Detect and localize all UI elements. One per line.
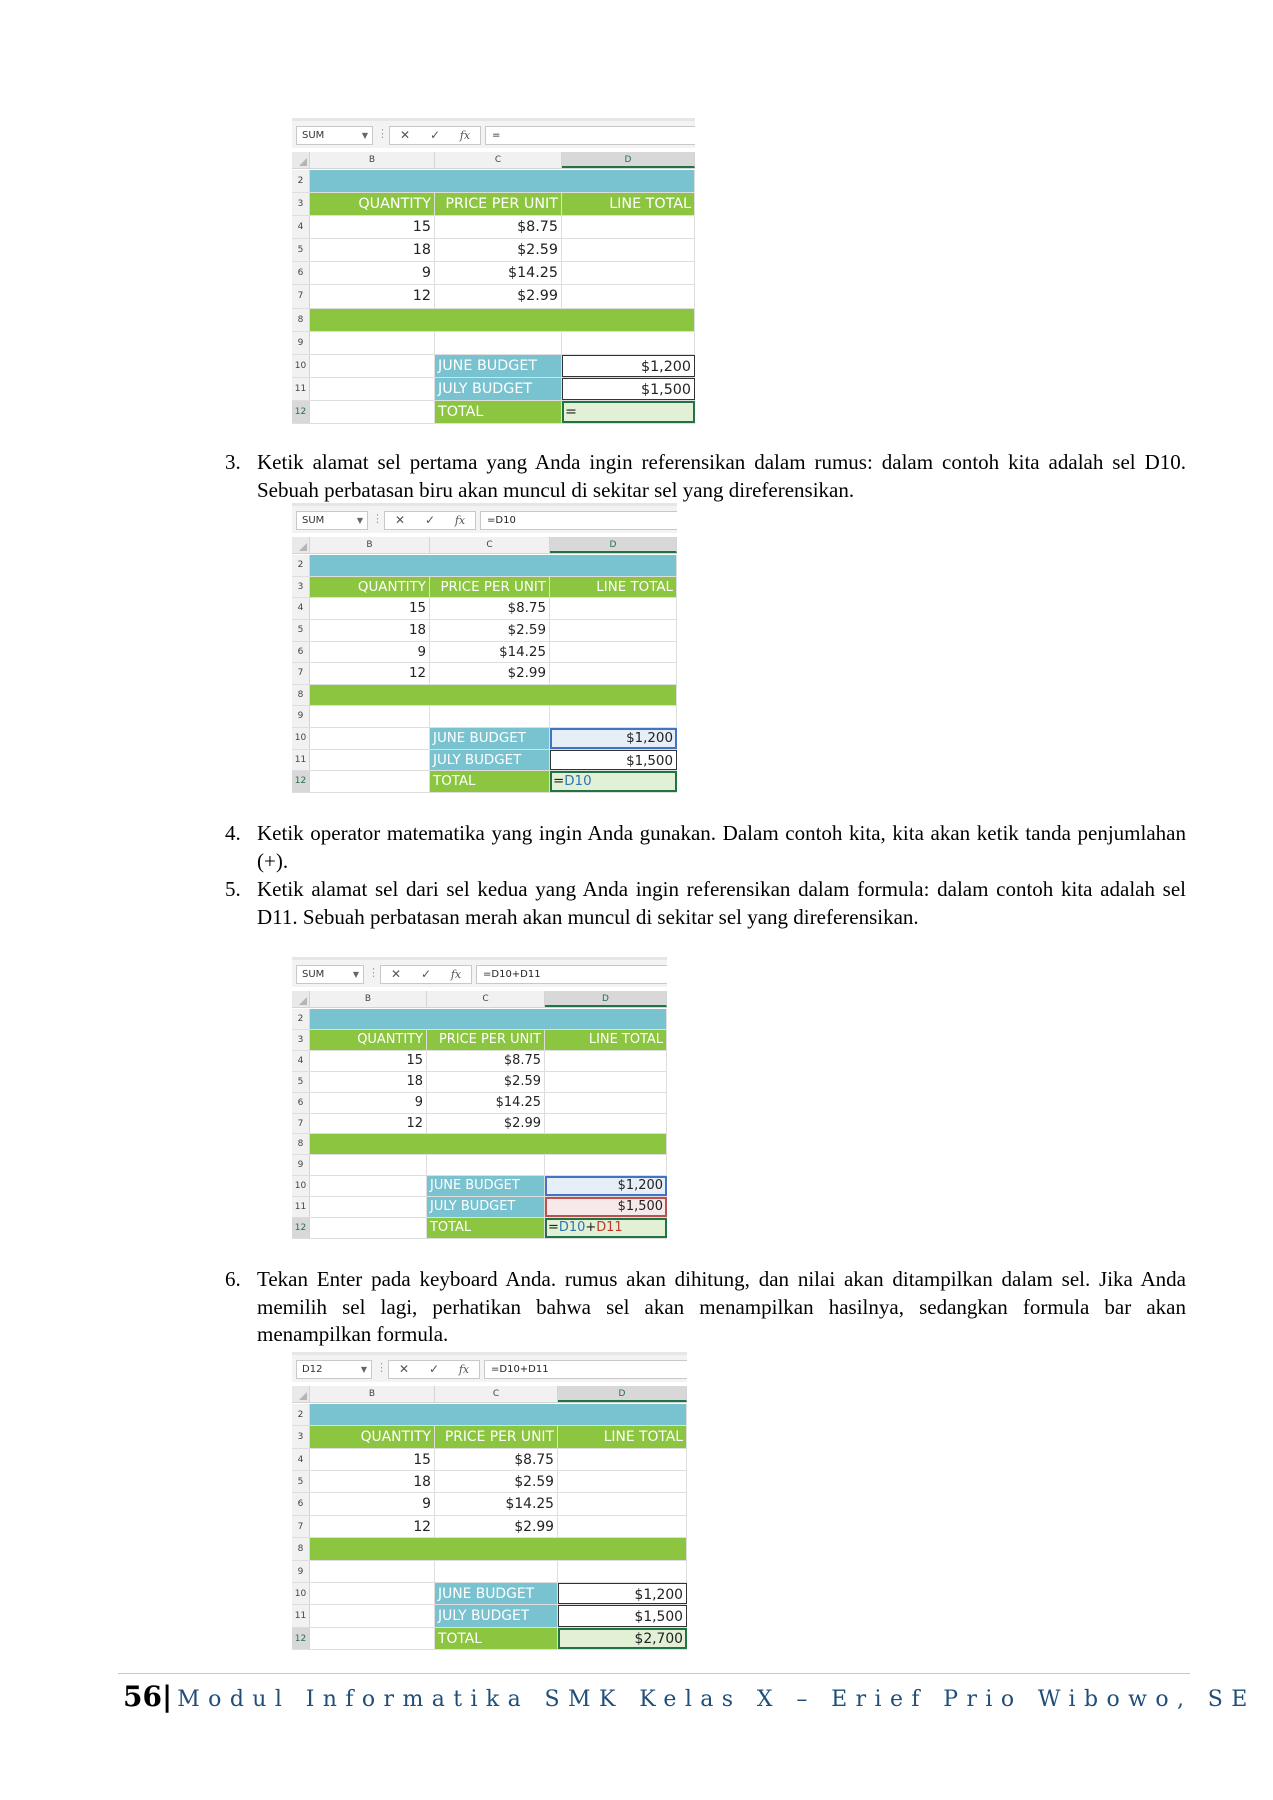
empty-cell[interactable]	[310, 728, 430, 749]
sheet-row	[292, 1114, 667, 1135]
quantity-cell[interactable]: 12	[310, 285, 435, 307]
row-header[interactable]: 10	[292, 1176, 310, 1196]
line-total-cell[interactable]	[558, 1516, 687, 1537]
more-dots-icon: ⋮	[372, 512, 383, 525]
select-all-corner[interactable]	[292, 991, 310, 1007]
sheet-row	[292, 750, 677, 772]
sheet-row	[292, 1030, 667, 1051]
budget-value-cell[interactable]: $1,500	[562, 378, 695, 400]
sheet-row	[292, 663, 677, 685]
row-header[interactable]: 6	[292, 642, 310, 663]
row-header[interactable]: 10	[292, 1583, 310, 1604]
price-cell[interactable]: $2.99	[435, 285, 562, 307]
line-total-cell[interactable]	[550, 663, 677, 684]
empty-cell[interactable]	[550, 706, 677, 727]
row-header[interactable]: 6	[292, 1493, 310, 1514]
enter-check-icon[interactable]: ✓	[429, 128, 441, 142]
budget-label-cell[interactable]: JUNE BUDGET	[427, 1176, 545, 1196]
sheet-row	[292, 1093, 667, 1114]
row-header[interactable]: 7	[292, 1516, 310, 1537]
budget-value-cell[interactable]: $1,200	[562, 355, 695, 377]
formula-buttons	[389, 126, 481, 145]
row-header[interactable]: 3	[292, 1426, 310, 1447]
row-header[interactable]: 8	[292, 1134, 310, 1154]
price-cell[interactable]: $8.75	[435, 216, 562, 238]
sheet-row	[292, 1134, 667, 1155]
formula-buttons	[388, 1360, 480, 1379]
quantity-cell[interactable]: 9	[310, 262, 435, 284]
sheet-grid	[292, 537, 677, 793]
name-box-value: SUM	[302, 515, 325, 526]
budget-label-cell[interactable]: JULY BUDGET	[435, 1605, 558, 1626]
empty-cell[interactable]	[310, 401, 435, 423]
table-header-cell[interactable]: QUANTITY	[310, 193, 435, 215]
row-header[interactable]: 3	[292, 1030, 310, 1050]
enter-check-icon[interactable]: ✓	[428, 1362, 440, 1376]
empty-cell[interactable]	[310, 1218, 427, 1238]
row-header[interactable]: 5	[292, 1471, 310, 1492]
empty-cell[interactable]	[310, 1197, 427, 1217]
cancel-icon[interactable]: ✕	[398, 1362, 410, 1376]
column-header[interactable]: C	[435, 152, 562, 168]
select-all-corner[interactable]	[292, 152, 310, 168]
line-total-cell[interactable]	[562, 216, 695, 238]
formula-buttons	[380, 965, 472, 984]
line-total-cell[interactable]	[545, 1072, 667, 1092]
sheet-row	[292, 239, 695, 262]
sheet-row	[292, 1471, 687, 1493]
sheet-row	[292, 555, 677, 577]
column-header[interactable]: B	[310, 991, 427, 1007]
name-box[interactable]	[296, 511, 368, 530]
sheet-row	[292, 1561, 687, 1583]
title-band	[310, 1404, 687, 1425]
empty-cell[interactable]	[427, 1155, 545, 1175]
quantity-cell[interactable]: 15	[310, 598, 430, 619]
more-dots-icon: ⋮	[368, 966, 379, 979]
sheet-row	[292, 1404, 687, 1426]
price-cell[interactable]: $8.75	[435, 1449, 558, 1470]
column-headers	[292, 1386, 687, 1403]
formula-buttons	[384, 511, 476, 530]
price-cell[interactable]: $14.25	[435, 262, 562, 284]
empty-cell[interactable]	[310, 1583, 435, 1604]
quantity-cell[interactable]: 15	[310, 216, 435, 238]
separator-band	[310, 1538, 687, 1559]
separator-band	[310, 309, 695, 331]
step-text: Tekan Enter pada keyboard Anda. rumus akan dihitung, dan nilai akan ditampilkan dalam sel. Jika Anda memilih sel lagi, perhatikan bahwa sel akan menampilkan hasilnya, sedangkan formula bar akan menampilkan formula.	[257, 1267, 1186, 1346]
empty-cell[interactable]	[310, 750, 430, 771]
column-header[interactable]: B	[310, 537, 430, 553]
price-cell[interactable]: $2.59	[427, 1072, 545, 1092]
total-value-cell[interactable]	[550, 771, 677, 792]
step-text: Ketik operator matematika yang ingin Anda gunakan. Dalam contoh kita, kita akan ketik tanda penjumlahan (+).	[257, 821, 1186, 873]
cancel-icon[interactable]: ✕	[394, 513, 406, 527]
table-header-cell[interactable]: QUANTITY	[310, 1426, 435, 1447]
line-total-cell[interactable]	[562, 285, 695, 307]
budget-label-cell[interactable]: JULY BUDGET	[435, 378, 562, 400]
formula-input[interactable]: =D10	[480, 511, 677, 530]
name-box-value: SUM	[302, 969, 325, 980]
row-header[interactable]: 4	[292, 598, 310, 619]
budget-value-cell[interactable]: $1,500	[558, 1605, 687, 1626]
total-label-cell[interactable]: TOTAL	[435, 1628, 558, 1649]
separator-band	[310, 685, 677, 706]
row-header[interactable]: 11	[292, 750, 310, 771]
row-header[interactable]: 2	[292, 1404, 310, 1425]
empty-cell[interactable]	[310, 332, 435, 354]
budget-value-cell[interactable]: $1,200	[545, 1176, 667, 1196]
quantity-cell[interactable]: 18	[310, 620, 430, 641]
sheet-row	[292, 309, 695, 332]
budget-label-cell[interactable]: JULY BUDGET	[430, 750, 550, 771]
column-header[interactable]: C	[435, 1386, 558, 1402]
price-cell[interactable]: $14.25	[430, 642, 550, 663]
name-box[interactable]	[296, 126, 373, 145]
formula-input[interactable]: =D10+D11	[484, 1360, 687, 1379]
price-cell[interactable]: $8.75	[427, 1051, 545, 1071]
formula-bar-area	[292, 957, 667, 987]
footer-text: Modul Informatika SMK Kelas X – Erief Prio Wibowo, SE	[177, 1687, 1256, 1712]
sheet-row	[292, 1009, 667, 1030]
formula-token: D10	[564, 774, 592, 790]
row-header[interactable]: 3	[292, 193, 310, 215]
column-header[interactable]: C	[430, 537, 550, 553]
column-header[interactable]: D	[562, 152, 695, 168]
row-header[interactable]: 10	[292, 355, 310, 377]
sheet-row	[292, 1197, 667, 1218]
row-header[interactable]: 12	[292, 401, 310, 423]
row-header[interactable]: 7	[292, 1114, 310, 1134]
formula-token: +	[585, 1220, 597, 1236]
more-dots-icon: ⋮	[377, 127, 388, 140]
row-header[interactable]: 7	[292, 663, 310, 684]
empty-cell[interactable]	[435, 1561, 558, 1582]
select-all-corner[interactable]	[292, 1386, 310, 1402]
row-header[interactable]: 2	[292, 1009, 310, 1029]
row-header[interactable]: 11	[292, 1197, 310, 1217]
row-header[interactable]: 12	[292, 1628, 310, 1649]
sheet-row	[292, 1493, 687, 1515]
step-text: Ketik alamat sel dari sel kedua yang Anda ingin referensikan dalam formula: dalam contoh kita adalah sel D11. Sebuah perbatasan merah akan muncul di sekitar sel yang direferensikan.	[257, 877, 1186, 929]
row-header[interactable]: 9	[292, 1155, 310, 1175]
empty-cell[interactable]	[310, 706, 430, 727]
sheet-row	[292, 620, 677, 642]
row-header[interactable]: 4	[292, 1449, 310, 1470]
table-header-cell[interactable]: QUANTITY	[310, 1030, 427, 1050]
select-all-corner[interactable]	[292, 537, 310, 553]
insert-function-icon[interactable]: fx	[454, 514, 466, 527]
budget-label-cell[interactable]: JUNE BUDGET	[430, 728, 550, 749]
row-header[interactable]: 5	[292, 239, 310, 261]
table-header-cell[interactable]: PRICE PER UNIT	[435, 193, 562, 215]
sheet-row	[292, 1538, 687, 1560]
empty-cell[interactable]	[310, 355, 435, 377]
total-label-cell[interactable]: TOTAL	[427, 1218, 545, 1238]
sheet-row	[292, 1583, 687, 1605]
table-header-cell[interactable]: LINE TOTAL	[558, 1426, 687, 1447]
row-header[interactable]: 11	[292, 1605, 310, 1626]
title-band	[310, 1009, 667, 1029]
sheet-grid	[292, 1386, 687, 1650]
sheet-row	[292, 193, 695, 216]
spreadsheet-screenshot-1	[292, 118, 695, 424]
step-3	[225, 449, 1186, 504]
name-box-value: D12	[302, 1364, 323, 1375]
total-value-cell[interactable]	[562, 401, 695, 423]
budget-value-cell[interactable]: $1,200	[550, 728, 677, 749]
step-text: Ketik alamat sel pertama yang Anda ingin referensikan dalam rumus: dalam contoh kita adalah sel D10. Sebuah perbatasan biru akan muncul di sekitar sel yang direferensikan.	[257, 450, 1186, 502]
price-cell[interactable]: $2.99	[435, 1516, 558, 1537]
sheet-row	[292, 332, 695, 355]
sheet-row	[292, 728, 677, 750]
row-header[interactable]: 2	[292, 555, 310, 576]
row-header[interactable]: 12	[292, 771, 310, 792]
enter-check-icon[interactable]: ✓	[424, 513, 436, 527]
budget-value-cell[interactable]: $1,500	[550, 750, 677, 771]
price-cell[interactable]: $8.75	[430, 598, 550, 619]
empty-cell[interactable]	[430, 706, 550, 727]
quantity-cell[interactable]: 15	[310, 1051, 427, 1071]
quantity-cell[interactable]: 12	[310, 1114, 427, 1134]
price-cell[interactable]: $14.25	[435, 1493, 558, 1514]
step-number: 6.	[225, 1267, 241, 1291]
empty-cell[interactable]	[545, 1155, 667, 1175]
price-cell[interactable]: $14.25	[427, 1093, 545, 1113]
title-band	[310, 170, 695, 192]
column-headers	[292, 991, 667, 1008]
formula-bar-area	[292, 503, 677, 533]
budget-label-cell[interactable]: JULY BUDGET	[427, 1197, 545, 1217]
footer-separator: |	[161, 1680, 173, 1713]
row-header[interactable]: 4	[292, 216, 310, 238]
row-header[interactable]: 2	[292, 170, 310, 192]
row-header[interactable]: 5	[292, 1072, 310, 1092]
total-label-cell[interactable]: TOTAL	[430, 771, 550, 792]
row-header[interactable]: 3	[292, 577, 310, 598]
empty-cell[interactable]	[310, 1176, 427, 1196]
empty-cell[interactable]	[558, 1561, 687, 1582]
sheet-row	[292, 685, 677, 707]
row-header[interactable]: 8	[292, 685, 310, 706]
sheet-grid	[292, 991, 667, 1239]
line-total-cell[interactable]	[558, 1493, 687, 1514]
total-value-cell[interactable]	[558, 1628, 687, 1649]
insert-function-icon[interactable]: fx	[450, 968, 462, 981]
price-cell[interactable]: $2.99	[427, 1114, 545, 1134]
empty-cell[interactable]	[435, 332, 562, 354]
sheet-row	[292, 1176, 667, 1197]
row-header[interactable]: 9	[292, 706, 310, 727]
row-header[interactable]: 4	[292, 1051, 310, 1071]
cancel-icon[interactable]: ✕	[399, 128, 411, 142]
formula-token: D11	[596, 1220, 623, 1236]
formula-token: D10	[558, 1220, 586, 1236]
sheet-row	[292, 1072, 667, 1093]
row-header[interactable]: 8	[292, 1538, 310, 1559]
row-header[interactable]: 10	[292, 728, 310, 749]
name-box[interactable]	[296, 1360, 372, 1379]
price-cell[interactable]: $2.59	[435, 239, 562, 261]
column-header[interactable]: B	[310, 1386, 435, 1402]
sheet-row	[292, 1426, 687, 1448]
sheet-row	[292, 642, 677, 664]
quantity-cell[interactable]: 12	[310, 663, 430, 684]
title-band	[310, 555, 677, 576]
formula-token: =	[548, 1220, 559, 1236]
step-number: 5.	[225, 877, 241, 901]
formula-token: =	[565, 403, 577, 420]
table-header-cell[interactable]: PRICE PER UNIT	[430, 577, 550, 598]
empty-cell[interactable]	[310, 1155, 427, 1175]
step-6	[225, 1266, 1186, 1349]
column-header[interactable]: D	[545, 991, 667, 1007]
step-number: 4.	[225, 821, 241, 845]
empty-cell[interactable]	[310, 378, 435, 400]
row-header[interactable]: 7	[292, 285, 310, 307]
empty-cell[interactable]	[562, 332, 695, 354]
footer-divider	[118, 1673, 1190, 1674]
line-total-cell[interactable]	[562, 262, 695, 284]
row-header[interactable]: 12	[292, 1218, 310, 1238]
quantity-cell[interactable]: 18	[310, 1471, 435, 1492]
spreadsheet-screenshot-4	[292, 1352, 687, 1650]
row-header[interactable]: 6	[292, 262, 310, 284]
line-total-cell[interactable]	[550, 642, 677, 663]
table-header-cell[interactable]: LINE TOTAL	[550, 577, 677, 598]
row-header[interactable]: 11	[292, 378, 310, 400]
row-header[interactable]: 5	[292, 620, 310, 641]
column-headers	[292, 152, 695, 169]
formula-bar-area	[292, 118, 695, 148]
empty-cell[interactable]	[310, 1605, 435, 1626]
sheet-row	[292, 355, 695, 378]
name-box-value: SUM	[302, 130, 325, 141]
line-total-cell[interactable]	[558, 1471, 687, 1492]
column-header[interactable]: D	[558, 1386, 687, 1402]
page-footer	[123, 1680, 1256, 1713]
spreadsheet-screenshot-3	[292, 957, 667, 1239]
step-5	[225, 876, 1186, 931]
budget-label-cell[interactable]: JUNE BUDGET	[435, 1583, 558, 1604]
formula-input[interactable]: =D10+D11	[476, 965, 667, 984]
cancel-icon[interactable]: ✕	[390, 967, 402, 981]
sheet-row	[292, 1155, 667, 1176]
sheet-row	[292, 1605, 687, 1627]
chevron-down-icon[interactable]: ▼	[360, 1365, 367, 1374]
insert-function-icon[interactable]: fx	[458, 1363, 470, 1376]
sheet-row	[292, 401, 695, 424]
page-number: 56	[123, 1680, 162, 1713]
row-header[interactable]: 9	[292, 332, 310, 354]
sheet-grid	[292, 152, 695, 424]
name-box[interactable]	[296, 965, 364, 984]
sheet-row	[292, 378, 695, 401]
insert-function-icon[interactable]: fx	[459, 129, 471, 142]
table-header-cell[interactable]: PRICE PER UNIT	[435, 1426, 558, 1447]
sheet-row	[292, 1628, 687, 1650]
more-dots-icon: ⋮	[376, 1361, 387, 1374]
sheet-row	[292, 285, 695, 308]
line-total-cell[interactable]	[558, 1449, 687, 1470]
column-headers	[292, 537, 677, 554]
line-total-cell[interactable]	[545, 1093, 667, 1113]
table-header-cell[interactable]: LINE TOTAL	[545, 1030, 667, 1050]
formula-token: =	[553, 774, 565, 790]
quantity-cell[interactable]: 9	[310, 642, 430, 663]
line-total-cell[interactable]	[545, 1051, 667, 1071]
sheet-row	[292, 1051, 667, 1072]
sheet-row	[292, 216, 695, 239]
formula-input[interactable]: =	[485, 126, 695, 145]
empty-cell[interactable]	[310, 771, 430, 792]
step-number: 3.	[225, 450, 241, 474]
line-total-cell[interactable]	[550, 598, 677, 619]
quantity-cell[interactable]: 9	[310, 1493, 435, 1514]
budget-value-cell[interactable]: $1,500	[545, 1197, 667, 1217]
formula-bar-area	[292, 1352, 687, 1382]
chevron-down-icon[interactable]: ▼	[356, 516, 363, 525]
row-header[interactable]: 9	[292, 1561, 310, 1582]
price-cell[interactable]: $2.59	[435, 1471, 558, 1492]
column-header[interactable]: D	[550, 537, 677, 553]
row-header[interactable]: 6	[292, 1093, 310, 1113]
sheet-row	[292, 170, 695, 193]
sheet-row	[292, 1516, 687, 1538]
row-header[interactable]: 8	[292, 309, 310, 331]
table-header-cell[interactable]: PRICE PER UNIT	[427, 1030, 545, 1050]
quantity-cell[interactable]: 18	[310, 1072, 427, 1092]
enter-check-icon[interactable]: ✓	[420, 967, 432, 981]
budget-value-cell[interactable]: $1,200	[558, 1583, 687, 1604]
line-total-cell[interactable]	[545, 1114, 667, 1134]
sheet-row	[292, 1449, 687, 1471]
table-header-cell[interactable]: QUANTITY	[310, 577, 430, 598]
total-label-cell[interactable]: TOTAL	[435, 401, 562, 423]
empty-cell[interactable]	[310, 1628, 435, 1649]
sheet-row	[292, 598, 677, 620]
separator-band	[310, 1134, 667, 1154]
price-cell[interactable]: $2.99	[430, 663, 550, 684]
spreadsheet-screenshot-2	[292, 503, 677, 793]
line-total-cell[interactable]	[562, 239, 695, 261]
sheet-row	[292, 1218, 667, 1239]
table-header-cell[interactable]: LINE TOTAL	[562, 193, 695, 215]
formula-token: $2,700	[634, 1630, 683, 1647]
total-value-cell[interactable]	[545, 1218, 667, 1238]
chevron-down-icon[interactable]: ▼	[361, 131, 368, 140]
price-cell[interactable]: $2.59	[430, 620, 550, 641]
quantity-cell[interactable]: 12	[310, 1516, 435, 1537]
line-total-cell[interactable]	[550, 620, 677, 641]
sheet-row	[292, 706, 677, 728]
column-header[interactable]: B	[310, 152, 435, 168]
budget-label-cell[interactable]: JUNE BUDGET	[435, 355, 562, 377]
quantity-cell[interactable]: 9	[310, 1093, 427, 1113]
sheet-row	[292, 771, 677, 793]
quantity-cell[interactable]: 15	[310, 1449, 435, 1470]
step-4	[225, 820, 1186, 875]
sheet-row	[292, 577, 677, 599]
quantity-cell[interactable]: 18	[310, 239, 435, 261]
sheet-row	[292, 262, 695, 285]
chevron-down-icon[interactable]: ▼	[352, 970, 359, 979]
column-header[interactable]: C	[427, 991, 545, 1007]
empty-cell[interactable]	[310, 1561, 435, 1582]
